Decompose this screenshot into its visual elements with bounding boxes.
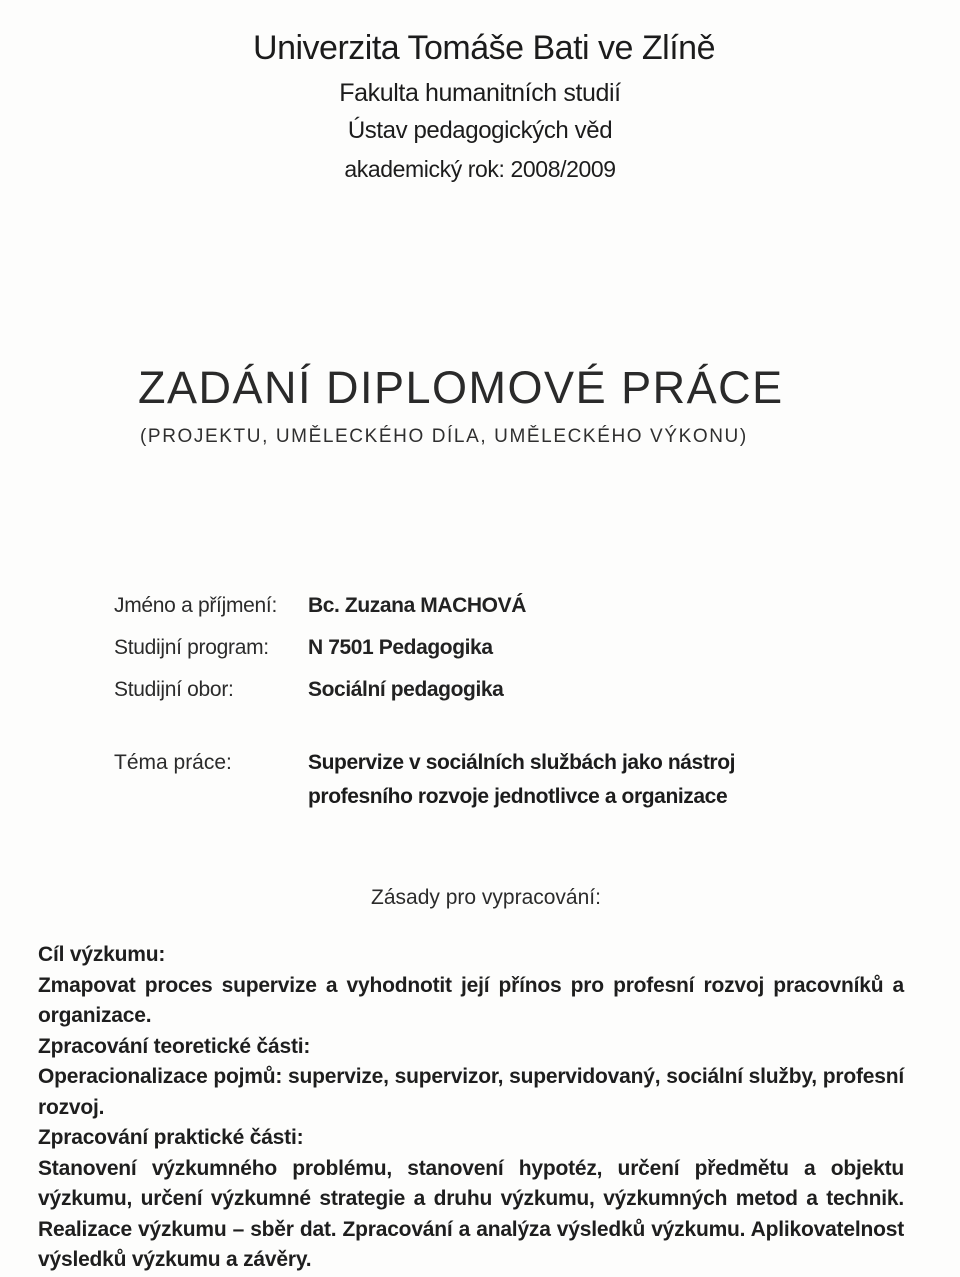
academic-year: akademický rok: 2008/2009 — [344, 156, 616, 182]
field-label: Studijní obor: — [114, 678, 234, 701]
name-label: Jméno a příjmení: — [114, 594, 277, 617]
guidelines-heading: Zásady pro vypracování: — [371, 886, 601, 909]
practice-text: Stanovení výzkumného problému, stanovení hypotéz, určení předmětu a objektu výzkumu, určení výzkumné strategie a druhu výzkumu, výzkumných metod a technik. Realizace výzkumu – sběr dat. Zpracování a analýza výsledků výzkumu. Aplikovatelnost výsledků výzkumu a závěry. — [38, 1156, 904, 1271]
theory-text: Operacionalizace pojmů: supervize, supervizor, supervidovaný, sociální služby, profesní rozvoj. — [38, 1065, 904, 1119]
name-row — [114, 594, 526, 636]
faculty-name: Fakulta humanitních studií — [339, 79, 621, 107]
guidelines-body — [38, 940, 904, 1276]
program-label: Studijní program: — [114, 636, 269, 659]
document-header — [0, 26, 960, 188]
name-value: Bc. Zuzana MACHOVÁ — [308, 594, 526, 617]
topic-row — [114, 746, 778, 814]
topic-label: Téma práce: — [114, 751, 232, 774]
field-row — [114, 678, 526, 720]
program-value: N 7501 Pedagogika — [308, 636, 493, 659]
document-title: ZADÁNÍ DIPLOMOVÉ PRÁCE — [138, 362, 784, 413]
student-info — [114, 594, 526, 720]
document-subtitle: (PROJEKTU, UMĚLECKÉHO DÍLA, UMĚLECKÉHO VÝKONU) — [140, 426, 748, 447]
university-name: Univerzita Tomáše Bati ve Zlíně — [253, 29, 715, 67]
theory-heading: Zpracování teoretické části: — [38, 1034, 311, 1058]
institute-name: Ústav pedagogických věd — [347, 117, 613, 144]
field-value: Sociální pedagogika — [308, 678, 504, 701]
program-row — [114, 636, 526, 678]
goal-heading: Cíl výzkumu: — [38, 943, 166, 966]
practice-heading: Zpracování praktické části: — [38, 1126, 304, 1149]
goal-text: Zmapovat proces supervize a vyhodnotit její přínos pro profesní rozvoj pracovníků a organizace. — [38, 973, 904, 1027]
topic-value: Supervize v sociálních službách jako nástroj profesního rozvoje jednotlivce a organizace — [308, 751, 736, 808]
